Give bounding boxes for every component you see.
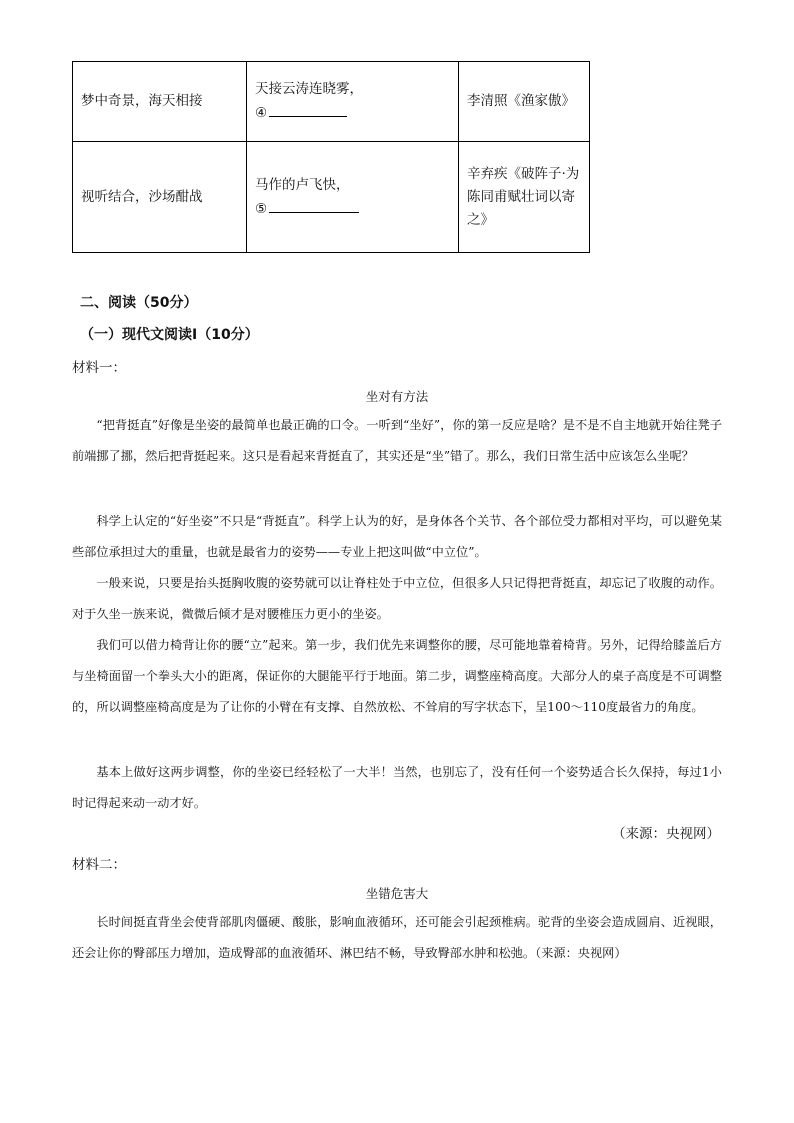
paragraph: 科学上认定的“好坐姿”不只是“背挺直”。科学上认为的好，是身体各个关节、各个部位受力都相对平均，可以避免某些部位承担过大的重量，也就是最省力的姿势——专业上把这叫做“中立位”。	[72, 514, 722, 559]
verse-cell	[247, 142, 459, 253]
table-row	[73, 142, 590, 253]
blank-marker: ⑤	[255, 200, 268, 217]
verse-cell	[247, 62, 459, 142]
paragraph: 长时间挺直背坐会使背部肌肉僵硬、酸胀，影响血液循环，还可能会引起颈椎病。驼背的坐姿会造成圆肩、近视眼，还会让你的臀部压力增加，造成臀部的血液循环、淋巴结不畅，导致臀部水肿和松弛。（来源：央视网）	[72, 915, 722, 960]
material-2-title: 坐错危害大	[365, 886, 429, 901]
fill-blank-line	[255, 197, 450, 221]
paragraph: “把背挺直”好像是坐姿的最简单也最正确的口令。一听到“坐好”，你的第一反应是啥？是不是不自主地就开始往凳子前端挪了挪，然后把背挺起来。这只是看起来背挺直了，其实还是“坐”错了。那么，我们日常生活中应该怎么坐呢？	[72, 418, 722, 463]
source-cell: 李清照《渔家傲》	[459, 62, 590, 142]
theme-cell: 视听结合，沙场酣战	[73, 142, 247, 253]
section-title: 二、阅读（50分）	[80, 295, 198, 311]
blank-marker: ④	[255, 105, 268, 121]
section-subtitle: （一）现代文阅读Ⅰ（10分）	[80, 327, 259, 343]
material-1-source: （来源：央视网）	[612, 826, 720, 842]
answer-blank[interactable]	[269, 101, 347, 117]
paragraph: 基本上做好这两步调整，你的坐姿已经轻松了一大半！当然，也别忘了，没有任何一个姿势适合长久保持，每过1小时记得起来动一动才好。	[72, 765, 722, 810]
answer-blank[interactable]	[269, 197, 359, 213]
theme-cell: 梦中奇景，海天相接	[73, 62, 247, 142]
poem-table	[72, 61, 590, 253]
paragraph: 我们可以借力椅背让你的腰“立”起来。第一步，我们优先来调整你的腰，尽可能地靠着椅背。另外，记得给膝盖后方与坐椅面留一个拳头大小的距离，保证你的大腿能平行于地面。第二步，调整座椅高度。大部分人的桌子高度是不可调整的，所以调整座椅高度是为了让你的小臂在有支撑、自然放松、不耸肩的写字状态下，呈100～110度最省力的角度。	[72, 638, 722, 714]
material-2-label: 材料二：	[72, 857, 126, 873]
verse-line: 天接云涛连晓雾，	[255, 81, 363, 97]
material-1-title: 坐对有方法	[365, 389, 429, 404]
fill-blank-line	[255, 101, 450, 125]
material-1-label: 材料一：	[72, 360, 126, 376]
table-row	[73, 62, 590, 142]
source-cell: 辛弃疾《破阵子·为陈同甫赋壮词以寄之》	[459, 142, 590, 253]
verse-line: 马作的卢飞快，	[255, 176, 350, 193]
paragraph: 一般来说，只要是抬头挺胸收腹的姿势就可以让脊柱处于中立位，但很多人只记得把背挺直，却忘记了收腹的动作。对于久坐一族来说，微微后倾才是对腰椎压力更小的坐姿。	[72, 576, 722, 621]
